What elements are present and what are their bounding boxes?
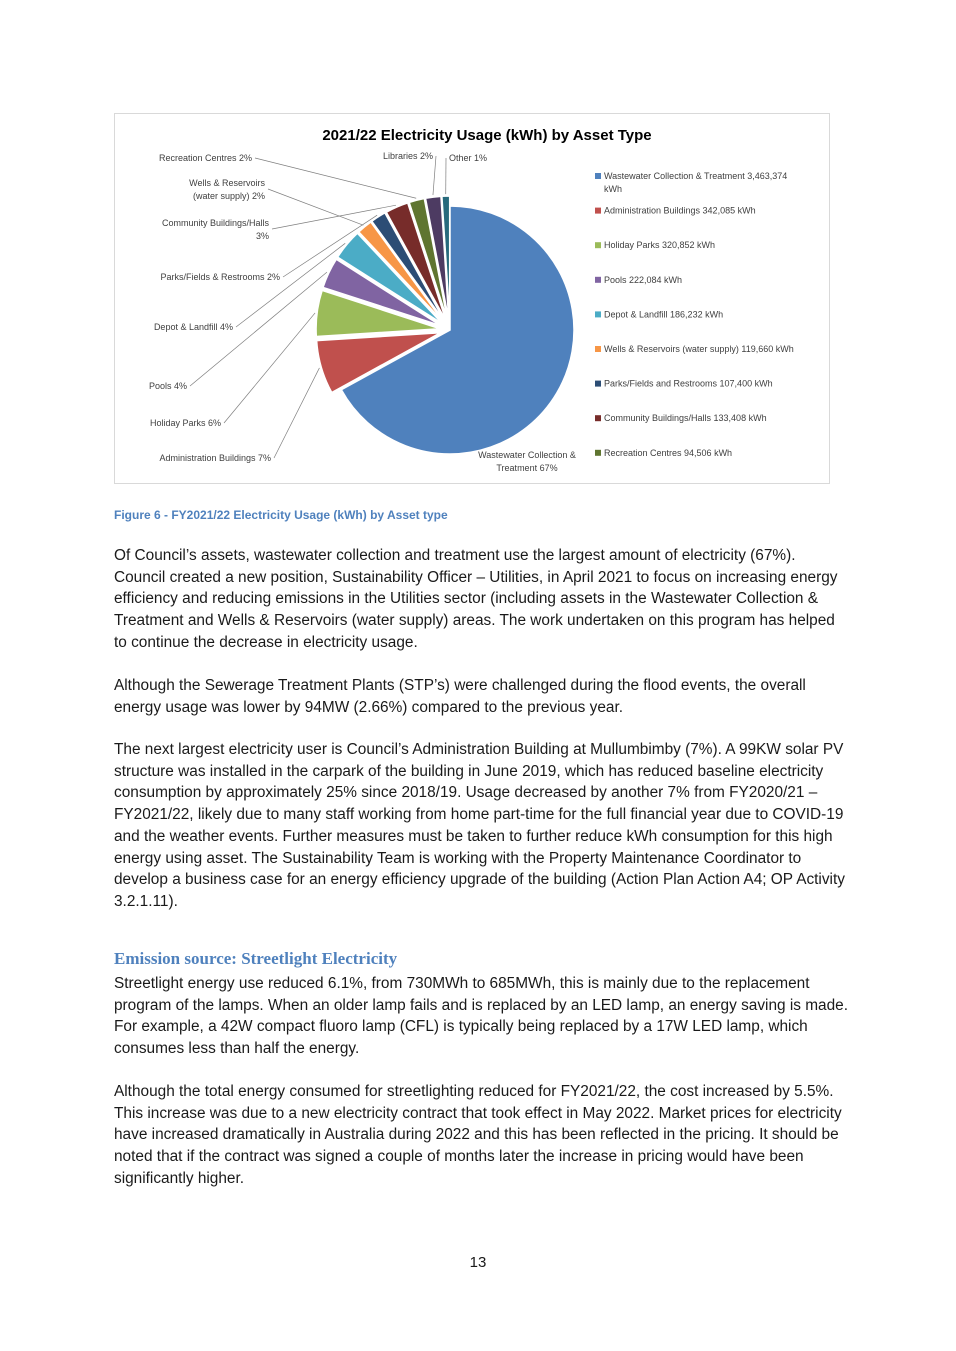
legend-swatch <box>595 173 601 179</box>
leader-line <box>433 156 436 195</box>
slice-data-label: Depot & Landfill 4% <box>153 322 233 332</box>
legend-swatch <box>595 346 601 352</box>
legend-swatch <box>595 311 601 317</box>
slice-data-label: Other 1% <box>449 153 488 163</box>
legend-swatch <box>595 381 601 387</box>
leader-line <box>255 158 416 198</box>
legend-entry: Recreation Centres 94,506 kWh <box>604 447 733 458</box>
paragraph-2: Although the Sewerage Treatment Plants (STP’s) were challenged during the flood events, the overall energy usage was lower by 94MW (2.66%) compared to the previous year. <box>114 677 806 716</box>
pie-chart-svg <box>115 114 831 485</box>
page-number: 13 <box>469 1254 487 1271</box>
legend-entry: Depot & Landfill 186,232 kWh <box>604 309 724 320</box>
legend-entry: Community Buildings/Halls 133,408 kWh <box>604 413 767 424</box>
leader-line <box>274 368 319 458</box>
legend-entry: Pools 222,084 kWh <box>604 274 683 285</box>
paragraph-5: Although the total energy consumed for streetlighting reduced for FY2021/22, the cost increased by 5.5%. This increase was due to a new electricity contract that took effect in May 2022. Market prices for electricity have increased dramatically in Australia during 2022 and this has been reflected in the pricing. It should be noted that if the contract was signed a couple of months later the increase in pricing would have been significantly higher. <box>114 1083 842 1187</box>
legend-swatch <box>595 450 601 456</box>
legend-entry: Wells & Reservoirs (water supply) 119,660 kWh <box>604 344 794 354</box>
legend-entry: Parks/Fields and Restrooms 107,400 kWh <box>604 378 773 389</box>
slice-data-label: Community Buildings/Halls 3% <box>161 218 269 241</box>
legend-entry: Wastewater Collection & Treatment 3,463,374 kWh <box>604 171 788 194</box>
slice-data-label: Pools 4% <box>148 381 187 391</box>
legend-swatch <box>595 415 601 421</box>
legend-swatch <box>595 242 601 248</box>
paragraph-4: Streetlight energy use reduced 6.1%, from 730MWh to 685MWh, this is mainly due to the replacement program of the lamps. When an older lamp fails and is replaced by an LED lamp, an energy saving is made. For example, a 42W compact fluoro lamp (CFL) is typically being replaced by a 17W LED lamp, which consumes less than half the energy. <box>114 975 849 1058</box>
legend-entry: Holiday Parks 320,852 kWh <box>604 240 716 251</box>
slice-data-label: Wells & Reservoirs (water supply) 2% <box>189 178 265 201</box>
slice-data-label: Wastewater Collection & Treatment 67% <box>478 450 576 473</box>
paragraph-3: The next largest electricity user is Council’s Administration Building at Mullumbimby (7%). A 99KW solar PV structure was installed in the carpark of the building in June 2019, which has reduced baseline electricity consumption by approximately 25% since 2018/19. Usage decreased by another 7% from FY2020/21 – FY2021/22, likely due to many staff working from home part-time for the full financial year due to COVID-19 and the weather events. Further measures must be taken to further reduce kWh consumption for this high energy using asset. The Sustainability Team is working with the Property Maintenance Coordinator to develop a business case for an energy efficiency upgrade of the building (Action Plan Action A4; OP Activity 3.2.1.11). <box>114 741 845 910</box>
legend-entry: Administration Buildings 342,085 kWh <box>604 205 756 216</box>
legend-swatch <box>595 208 601 214</box>
slice-data-label: Holiday Parks 6% <box>149 418 221 428</box>
chart-title: 2021/22 Electricity Usage (kWh) by Asset Type <box>322 127 652 144</box>
leader-line <box>224 313 315 423</box>
leader-line <box>268 189 363 225</box>
slice-data-label: Libraries 2% <box>382 151 433 161</box>
slice-data-label: Administration Buildings 7% <box>159 453 271 463</box>
section-heading: Emission source: Streetlight Electricity <box>114 949 398 968</box>
paragraph-1: Of Council’s assets, wastewater collection and treatment use the largest amount of electricity (67%). Council created a new position, Sustainability Officer – Utilities, in April 2021 to focus on increasing energy efficiency and reducing emissions in the Utilities sector (including assets in the Wastewater Collection & Treatment and Wells & Reservoirs (water supply) areas. The work undertaken on this program has helped to continue the decrease in electricity usage. <box>114 547 838 651</box>
pie-chart <box>114 113 830 484</box>
slice-data-label: Parks/Fields & Restrooms 2% <box>160 272 280 282</box>
legend-swatch <box>595 277 601 283</box>
slice-data-label: Recreation Centres 2% <box>158 153 252 163</box>
figure-caption: Figure 6 - FY2021/22 Electricity Usage (kWh) by Asset type <box>114 508 448 522</box>
